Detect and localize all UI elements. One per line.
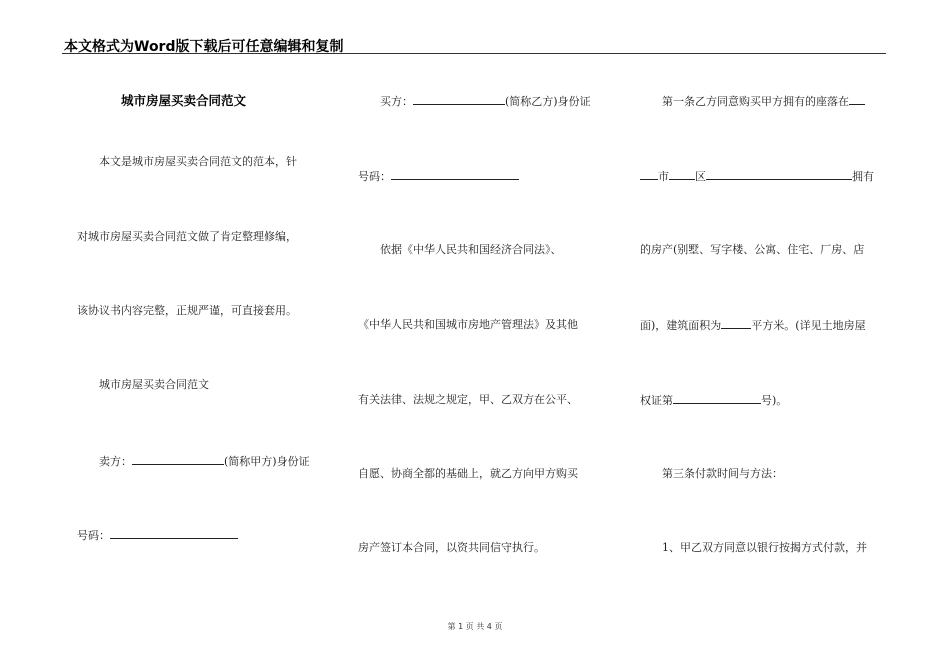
- buyer-id-line: [358, 169, 519, 184]
- seller-suffix: (简称甲方)身份证: [224, 455, 310, 468]
- certificate-line: [640, 393, 787, 408]
- certificate-number-blank: [673, 393, 761, 404]
- buyer-id-label: 号码：: [358, 170, 391, 183]
- section-subtitle: 城市房屋买卖合同范文: [99, 378, 209, 391]
- paragraph-line: 依据《中华人民共和国经济合同法》、: [380, 243, 562, 256]
- paragraph-line: 房产签订本合同，以资共同信守执行。: [358, 541, 545, 554]
- column-2: [358, 0, 608, 672]
- area-label: 面)，建筑面积为: [640, 319, 722, 332]
- seller-id-label: 号码：: [77, 529, 110, 542]
- address-blank: [706, 169, 852, 180]
- paragraph-line: 的房产(别墅、写字楼、公寓、住宅、厂房、店: [640, 243, 865, 256]
- area-line: [640, 318, 866, 333]
- city-blank: [669, 169, 695, 180]
- buyer-suffix: (简称乙方)身份证: [505, 95, 591, 108]
- owned-label: 拥有: [852, 170, 874, 183]
- area-blank: [721, 318, 751, 329]
- certificate-label: 权证第: [640, 394, 673, 407]
- document-header-title: 本文格式为Word版下载后可任意编辑和复制: [64, 39, 344, 55]
- certificate-suffix: 号)。: [761, 394, 788, 407]
- city-label: 市: [658, 170, 669, 183]
- paragraph-line: 该协议书内容完整，正规严谨，可直接套用。: [77, 304, 297, 317]
- location-line: [640, 169, 874, 184]
- paragraph-line: 《中华人民共和国城市房地产管理法》及其他: [358, 318, 578, 331]
- paragraph-line: 对城市房屋买卖合同范文做了肯定整理修编，: [77, 230, 297, 243]
- buyer-line: [380, 94, 591, 109]
- province-blank: [640, 169, 658, 180]
- page-number: 第 1 页 共 4 页: [447, 622, 503, 631]
- area-suffix: 平方米。(详见土地房屋: [751, 319, 866, 332]
- article-1-line: [662, 94, 865, 109]
- document-title: 城市房屋买卖合同范文: [121, 93, 247, 108]
- column-1: [77, 0, 327, 672]
- column-3: [640, 0, 890, 672]
- seller-id-line: [77, 528, 238, 543]
- paragraph-line: 有关法律、法规之规定，甲、乙双方在公平、: [358, 393, 578, 406]
- buyer-name-blank: [413, 94, 505, 105]
- article-1-text: 第一条乙方同意购买甲方拥有的座落在: [662, 95, 849, 108]
- buyer-id-blank: [391, 169, 519, 180]
- buyer-label: 买方：: [380, 95, 413, 108]
- article-3-heading: 第三条付款时间与方法：: [662, 467, 783, 480]
- location-blank: [849, 94, 865, 105]
- paragraph-line: 自愿、协商全都的基础上，就乙方向甲方购买: [358, 467, 578, 480]
- paragraph-line: 本文是城市房屋买卖合同范文的范本，针: [99, 155, 297, 168]
- seller-label: 卖方：: [99, 455, 132, 468]
- seller-line: [99, 454, 310, 469]
- district-label: 区: [695, 170, 706, 183]
- paragraph-line: 1、甲乙双方同意以银行按揭方式付款，并: [662, 541, 867, 554]
- seller-id-blank: [110, 528, 238, 539]
- seller-name-blank: [132, 454, 224, 465]
